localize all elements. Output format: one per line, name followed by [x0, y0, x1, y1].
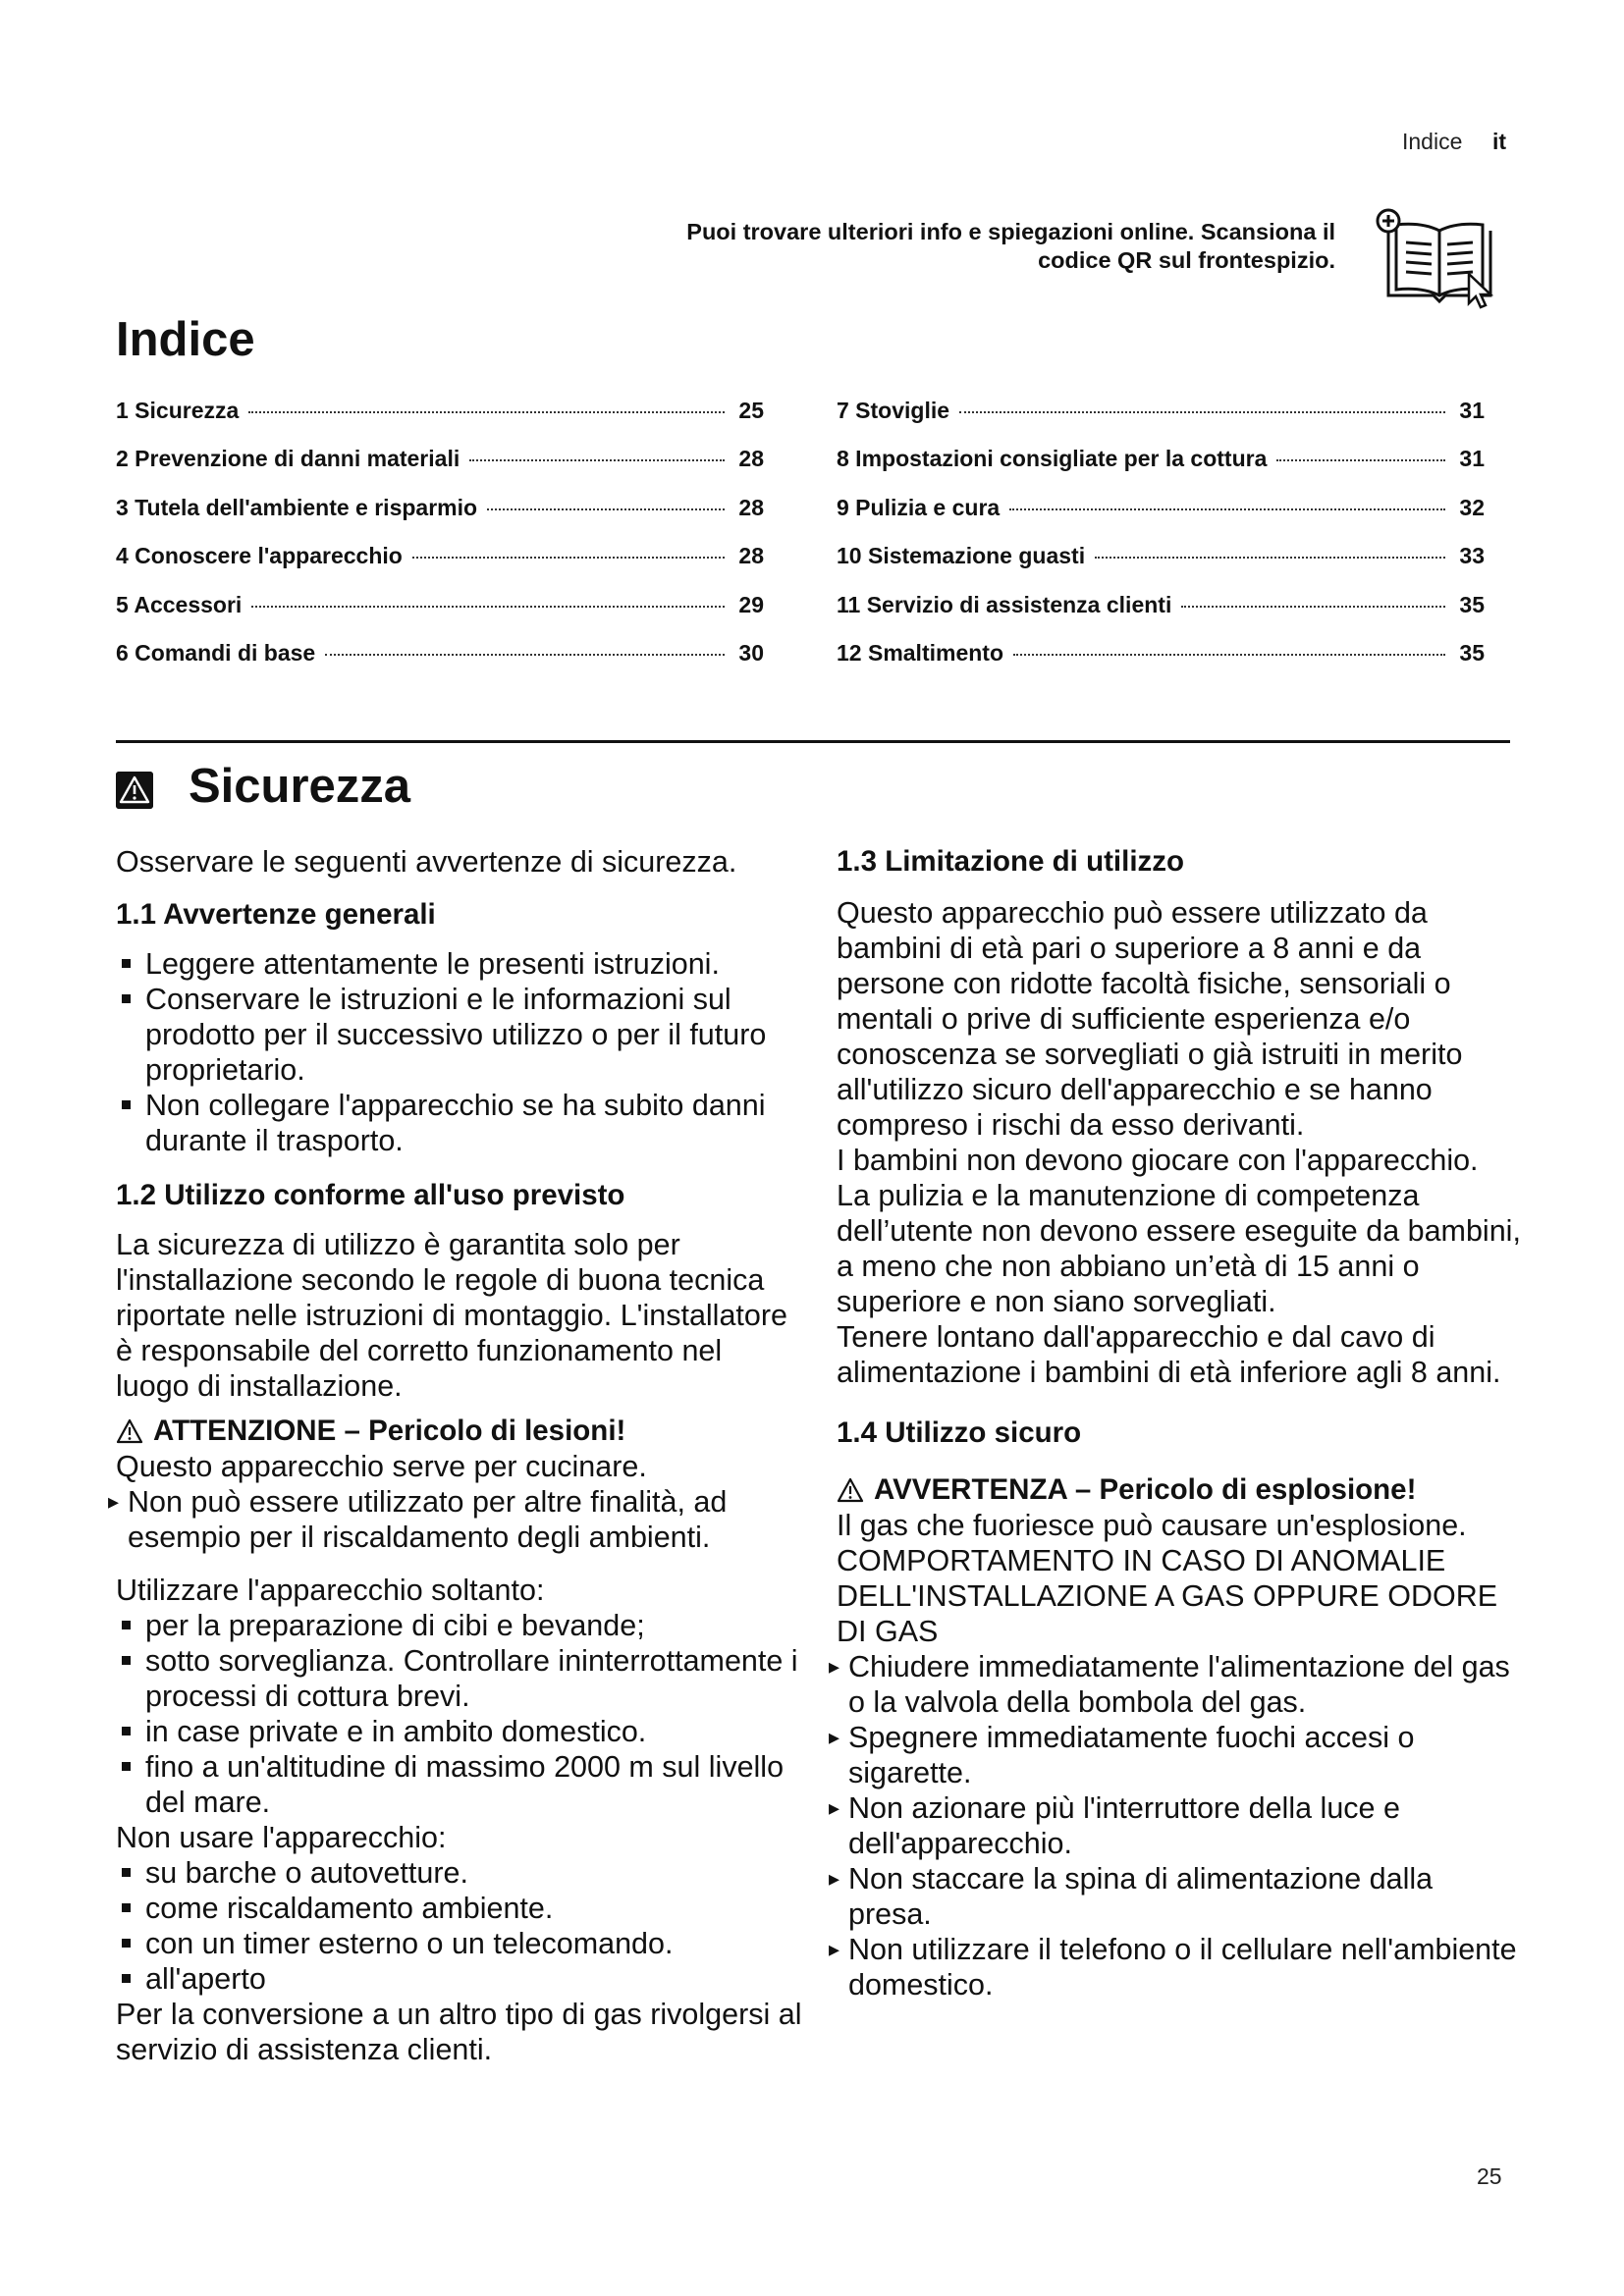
explosion-warning-heading: [837, 1472, 1524, 1508]
toc-leader: [1009, 508, 1445, 510]
toc-entry-title: 7 Stoviglie: [837, 398, 950, 423]
toc-entry-page: 28: [738, 494, 764, 520]
toc-entry-page: 35: [1459, 591, 1485, 617]
toc-entry[interactable]: [837, 495, 1485, 543]
toc-entry[interactable]: [116, 592, 764, 640]
toc-leader: [325, 654, 725, 656]
caution-heading: [116, 1414, 803, 1449]
page-title: Indice: [116, 313, 255, 366]
list-item: su barche o autovetture.: [116, 1855, 803, 1891]
qr-note-line1: Puoi trovare ulteriori info e spiegazioni online. Scansiona il: [686, 219, 1335, 244]
heading-1-3: 1.3 Limitazione di utilizzo: [837, 845, 1185, 878]
toc-entry-page: 31: [1459, 446, 1485, 472]
explosion-warning-title: AVVERTENZA – Pericolo di esplosione!: [874, 1473, 1417, 1506]
list-item: Conservare le istruzioni e le informazioni sul prodotto per il successivo utilizzo o per il futuro proprietario.: [116, 982, 803, 1088]
toc-entry[interactable]: [116, 495, 764, 543]
toc-entry-title: 10 Sistemazione guasti: [837, 543, 1086, 569]
toc-entry[interactable]: [837, 398, 1485, 446]
toc-leader: [1276, 459, 1445, 461]
nouse-intro: Non usare l'apparecchio:: [116, 1821, 447, 1854]
list-item: come riscaldamento ambiente.: [116, 1891, 803, 1926]
toc-entry-page: 30: [738, 639, 764, 666]
right-column: [837, 844, 1524, 2002]
toc-entry-title: 3 Tutela dell'ambiente e risparmio: [116, 494, 478, 520]
toc-entry-page: 28: [738, 446, 764, 472]
section-divider: [116, 740, 1510, 743]
list-item: ▸ Spegnere immediatamente fuochi accesi o sigarette.: [837, 1720, 1524, 1790]
list-item: per la preparazione di cibi e bevande;: [116, 1608, 803, 1643]
toc-leader: [1013, 654, 1445, 656]
running-header-lang: it: [1492, 129, 1507, 154]
toc-leader: [1095, 557, 1445, 559]
toc-entry-title: 4 Conoscere l'apparecchio: [116, 543, 403, 569]
usage-limit-para-1: Questo apparecchio può essere utilizzato da bambini di età pari o superiore a 8 anni e da persone con ridotte facoltà fisiche, sensoriali o mentali o prive di sufficiente esperienza e/o conoscenza se sorvegliati o già istruiti in merito all'utilizzo sicuro dell'apparecchio e se hanno compreso i rischi da esso derivanti.: [837, 896, 1463, 1142]
usage-limit-para-4: Tenere lontano dall'apparecchio e dal cavo di alimentazione i bambini di età inferiore agli 8 anni.: [837, 1320, 1501, 1389]
toc-leader: [469, 459, 725, 461]
toc-entry-page: 28: [738, 543, 764, 569]
toc-entry-title: 6 Comandi di base: [116, 639, 316, 666]
toc-entry-title: 2 Prevenzione di danni materiali: [116, 446, 460, 472]
toc-entry-title: 9 Pulizia e cura: [837, 494, 1001, 520]
toc-entry[interactable]: [116, 640, 764, 688]
list-item: ▸ Non utilizzare il telefono o il cellulare nell'ambiente domestico.: [837, 1932, 1524, 2002]
list-item: fino a un'altitudine di massimo 2000 m sul livello del mare.: [116, 1749, 803, 1820]
toc-leader: [487, 508, 725, 510]
list-item: all'aperto: [116, 1961, 803, 1997]
toc-leader: [248, 411, 725, 413]
left-column: [116, 844, 803, 2067]
toc-entry[interactable]: [116, 398, 764, 446]
toc-entry[interactable]: [837, 446, 1485, 494]
toc-entry-title: 5 Accessori: [116, 591, 243, 617]
toc-entry-title: 12 Smaltimento: [837, 639, 1003, 666]
toc-entry-title: 1 Sicurezza: [116, 398, 240, 423]
heading-1-2: 1.2 Utilizzo conforme all'uso previsto: [116, 1179, 625, 1211]
toc-entry-page: 31: [1459, 398, 1485, 423]
usage-limit-para-3: La pulizia e la manutenzione di competenza dell’utente non devono essere eseguite da bambini, a meno che non abbiano un’età di 15 anni o superiore e non siano sorvegliati.: [837, 1179, 1521, 1318]
toc-right-column: [837, 398, 1485, 688]
list-item: Leggere attentamente le presenti istruzioni.: [116, 946, 803, 982]
toc-entry-title: 8 Impostazioni consigliate per la cottura: [837, 446, 1268, 472]
usage-limit-para-2: I bambini non devono giocare con l'apparecchio.: [837, 1144, 1479, 1177]
explosion-warning-text: Il gas che fuoriesce può causare un'esplosione.: [837, 1509, 1467, 1542]
list-item: con un timer esterno o un telecomando.: [116, 1926, 803, 1961]
warning-triangle-icon: [116, 1418, 143, 1444]
caution-text: Questo apparecchio serve per cucinare.: [116, 1450, 647, 1483]
caution-actions: [116, 1484, 803, 1555]
toc-leader: [1181, 606, 1445, 608]
list-item: ▸ Non staccare la spina di alimentazione dalla presa.: [837, 1861, 1524, 1932]
warning-triangle-icon: [837, 1477, 864, 1503]
prohibited-use-list: [116, 1855, 803, 1997]
gas-anomaly-caps: COMPORTAMENTO IN CASO DI ANOMALIE DELL'INSTALLAZIONE A GAS OPPURE ODORE DI GAS: [837, 1544, 1498, 1648]
heading-1-4: 1.4 Utilizzo sicuro: [837, 1416, 1082, 1449]
running-header-label: Indice: [1402, 129, 1463, 154]
section-intro: Osservare le seguenti avvertenze di sicurezza.: [116, 845, 737, 879]
list-item: sotto sorveglianza. Controllare ininterrottamente i processi di cottura brevi.: [116, 1643, 803, 1714]
online-manual-icon: [1375, 201, 1504, 311]
toc-leader: [251, 606, 725, 608]
toc-entry[interactable]: [837, 640, 1485, 688]
section-title: Sicurezza: [189, 760, 411, 813]
list-item: ▸ Chiudere immediatamente l'alimentazione del gas o la valvola della bombola del gas.: [837, 1649, 1524, 1720]
list-item: ▸ Non può essere utilizzato per altre finalità, ad esempio per il riscaldamento degli ambienti.: [116, 1484, 803, 1555]
general-warnings-list: [116, 946, 803, 1158]
toc-leader: [959, 411, 1445, 413]
toc-entry-page: 33: [1459, 543, 1485, 569]
qr-note: [569, 218, 1335, 275]
toc-entry-title: 11 Servizio di assistenza clienti: [837, 591, 1172, 617]
warning-box-icon: [116, 772, 153, 809]
toc-entry[interactable]: [116, 543, 764, 591]
gas-conversion-note: Per la conversione a un altro tipo di gas rivolgersi al servizio di assistenza clienti.: [116, 1998, 802, 2066]
use-intro: Utilizzare l'apparecchio soltanto:: [116, 1574, 545, 1607]
toc-left-column: [116, 398, 764, 688]
toc-entry-page: 32: [1459, 494, 1485, 520]
qr-note-line2: codice QR sul frontespizio.: [1038, 247, 1335, 273]
toc-entry-page: 29: [738, 591, 764, 617]
permitted-use-list: [116, 1608, 803, 1820]
installation-paragraph: La sicurezza di utilizzo è garantita solo per l'installazione secondo le regole di buona tecnica riportate nelle istruzioni di montaggio. L'installatore è responsabile del corretto funzionamento nel luogo di installazione.: [116, 1228, 787, 1403]
heading-1-1: 1.1 Avvertenze generali: [116, 898, 436, 931]
gas-leak-actions: [837, 1649, 1524, 2002]
list-item: Non collegare l'apparecchio se ha subito danni durante il trasporto.: [116, 1088, 803, 1158]
toc-entry[interactable]: [837, 592, 1485, 640]
toc-entry-page: 35: [1459, 639, 1485, 666]
list-item: ▸ Non azionare più l'interruttore della luce e dell'apparecchio.: [837, 1790, 1524, 1861]
caution-title: ATTENZIONE – Pericolo di lesioni!: [153, 1415, 626, 1447]
page-number: 25: [1477, 2163, 1502, 2189]
toc-leader: [412, 557, 725, 559]
toc-entry[interactable]: [837, 543, 1485, 591]
list-item: in case private e in ambito domestico.: [116, 1714, 803, 1749]
toc-entry[interactable]: [116, 446, 764, 494]
toc-entry-page: 25: [738, 398, 764, 423]
